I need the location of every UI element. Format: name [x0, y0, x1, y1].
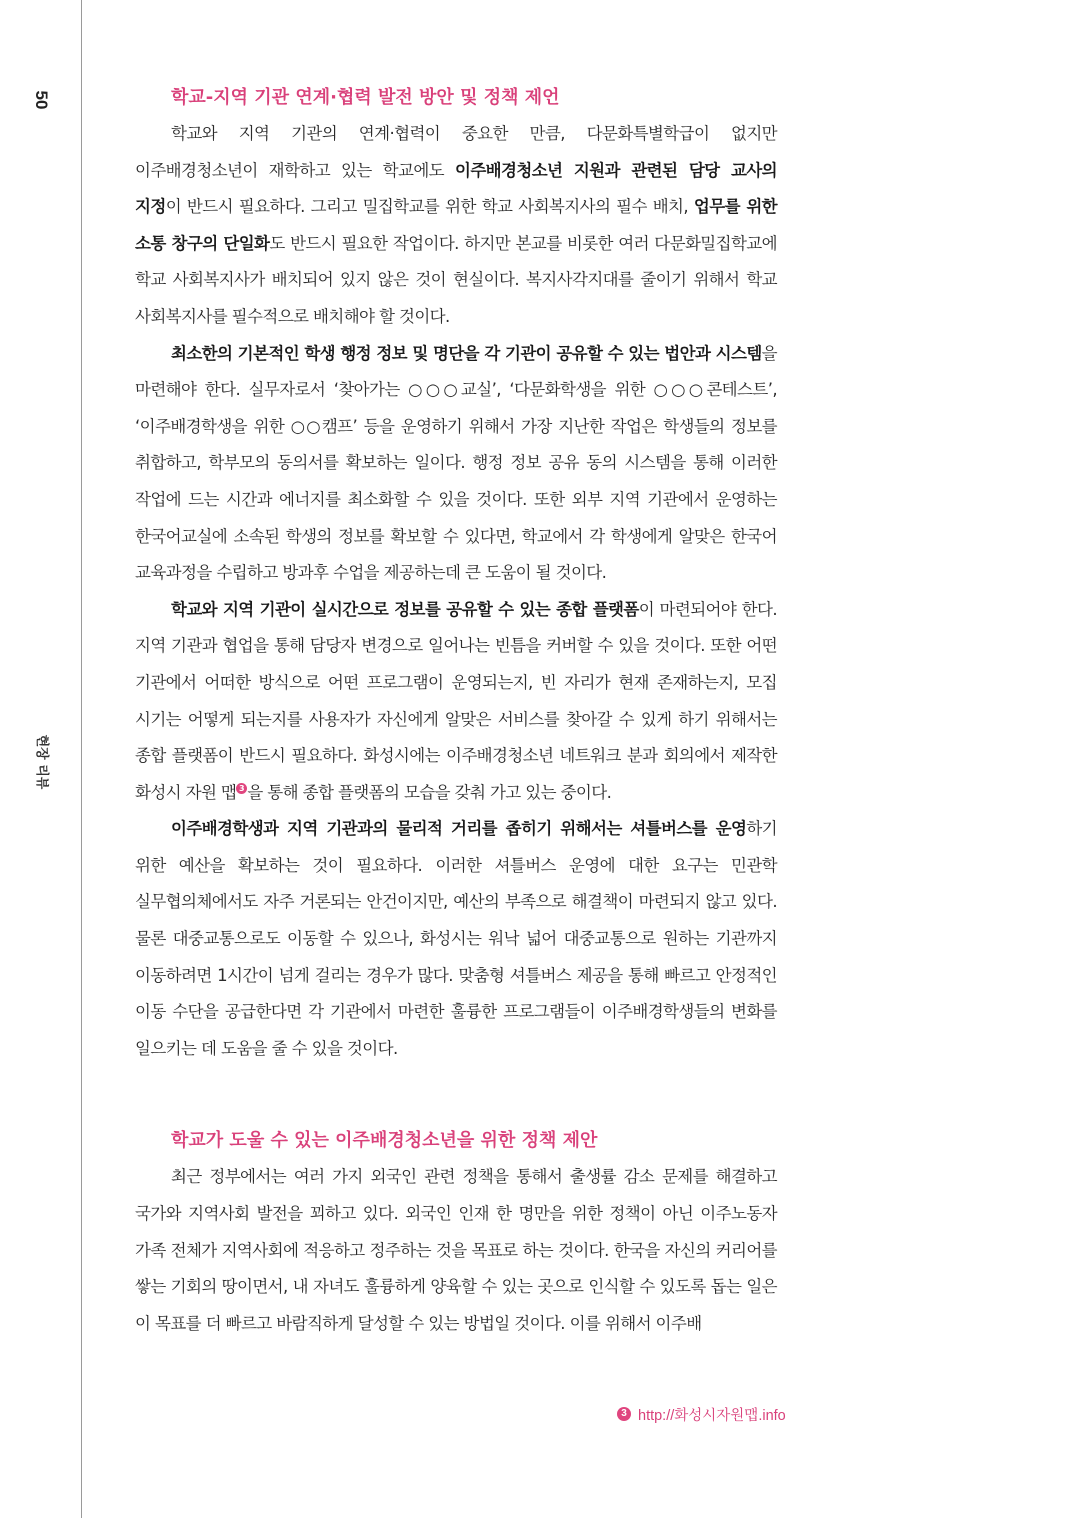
section-2: [135, 1087, 777, 1342]
paragraph-text: 이 마련되어야 한다. 지역 기관과 협업을 통해 담당자 변경으로 일어나는 빈틈을 커버할 수 있을 것이다. 또한 어떤 기관에서 어떠한 방식으로 어떤 프로그램이 운영되는지, 빈 자리가 현재 존재하는지, 모집 시기는 어떻게 되는지를 사용자가 자신에게 알맞은 서비스를 찾아갈 수 있게 하기 위해서는 종합 플랫폼이 반드시 필요하다. 화성시에는 이주배경청소년 네트워크 분과 회의에서 제작한 화성시 자원 맵: [135, 599, 777, 802]
emphasis-text: 최소한의 기본적인 학생 행정 정보 및 명단을 각 기관이 공유할 수 있는 법안과 시스템: [171, 343, 762, 363]
article-body: [135, 80, 777, 1342]
footnote-marker[interactable]: 3: [236, 783, 247, 794]
section-heading-1: 학교-지역 기관 연계·협력 발전 방안 및 정책 제언: [171, 87, 560, 108]
emphasis-text: 업무를 위한 소통 창구의 단일화: [135, 197, 777, 253]
page-number: 50: [32, 90, 51, 110]
paragraph-text: 도 반드시 필요한 작업이다. 하지만 본교를 비롯한 여러 다문화밀집학교에 학교 사회복지사가 배치되어 있지 않은 것이 현실이다. 복지사각지대를 줄이기 위해서 학교 사회복지사를 필수적으로 배치해야 할 것이다.: [135, 233, 777, 326]
paragraph-text: 을 통해 종합 플랫폼의 모습을 갖춰 가고 있는 중이다.: [247, 782, 612, 802]
footnote-link[interactable]: http://화성시자원맵.info: [638, 1407, 786, 1424]
section-heading-2: 학교가 도울 수 있는 이주배경청소년을 위한 정책 제안: [171, 1130, 598, 1152]
paragraph-text: 이 반드시 필요하다. 그리고 밀집학교를 위한 학교 사회복지사의 필수 배치,: [165, 197, 694, 217]
paragraph-5: 최근 정부에서는 여러 가지 외국인 관련 정책을 통해서 출생률 감소 문제를 해결하고 국가와 지역사회 발전을 꾀하고 있다. 외국인 인재 한 명만을 위한 정책이 아닌 이주노동자 가족 전체가 지역사회에 적응하고 정주하는 것을 목표로 하는 것이다. 한국을 자신의 커리어를 쌓는 기회의 땅이면서, 내 자녀도 훌륭하게 양육할 수 있는 곳으로 인식할 수 있도록 돕는 일은 이 목표를 더 빠르고 바람직하게 달성할 수 있는 방법일 것이다. 이를 위해서 이주배: [135, 1167, 777, 1333]
paragraph-3: [135, 592, 777, 812]
paragraph-text: 을 마련해야 한다. 실무자로서 ‘찾아가는 ○○○교실’, ‘다문화학생을 위한 ○○○콘테스트’, ‘이주배경학생을 위한 ○○캠프’ 등을 운영하기 위해서 가장 지난한 작업은 학생들의 정보를 취합하고, 학부모의 동의서를 확보하는 일이다. 행정 정보 공유 동의 시스템을 통해 이러한 작업에 드는 시간과 에너지를 최소화할 수 있을 것이다. 또한 외부 지역 기관에서 운영하는 한국어교실에 소속된 학생의 정보를 확보할 수 있다면, 학교에서 각 학생에게 알맞은 한국어 교육과정을 수립하고 방과후 수업을 제공하는데 큰 도움이 될 것이다.: [135, 343, 777, 583]
section-label: 현장 리뷰: [34, 734, 49, 790]
paragraph-1: [135, 116, 777, 336]
margin-rule: [81, 0, 82, 1518]
paragraph-text: 학교와 지역 기관의 연계·협력이 중요한 만큼, 다문화특별학급이 없지만 이주배경청소년이 재학하고 있는 학교에도: [135, 124, 777, 180]
emphasis-text: 이주배경학생과 지역 기관과의 물리적 거리를 좁히기 위해서는 셔틀버스를 운영: [171, 819, 747, 839]
paragraph-4: [135, 811, 777, 1067]
section-spacer: [135, 1087, 777, 1123]
footnote-number-icon: 3: [617, 1407, 631, 1421]
emphasis-text: 이주배경청소년 지원과 관련된 담당 교사의 지정: [135, 160, 777, 217]
footnote: [617, 1402, 786, 1426]
paragraph-2: [135, 336, 777, 592]
emphasis-text: 학교와 지역 기관이 실시간으로 정보를 공유할 수 있는 종합 플랫폼: [171, 599, 639, 619]
paragraph-text: 하기 위한 예산을 확보하는 것이 필요하다. 이러한 셔틀버스 운영에 대한 요구는 민관학 실무협의체에서도 자주 거론되는 안건이지만, 예산의 부족으로 해결책이 마련되지 않고 있다. 물론 대중교통으로도 이동할 수 있으나, 화성시는 워낙 넓어 대중교통으로 원하는 기관까지 이동하려면 1시간이 넘게 걸리는 경우가 많다. 맞춤형 셔틀버스 제공을 통해 빠르고 안정적인 이동 수단을 공급한다면 각 기관에서 마련한 훌륭한 프로그램들이 이주배경학생들의 변화를 일으키는 데 도움을 줄 수 있을 것이다.: [135, 819, 777, 1058]
